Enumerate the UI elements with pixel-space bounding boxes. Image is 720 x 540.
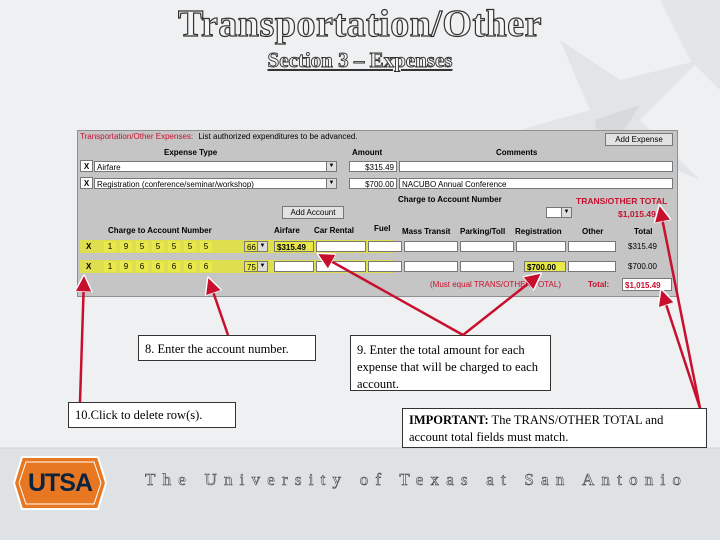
important-label: IMPORTANT: <box>409 413 489 427</box>
chevron-down-icon[interactable]: ▼ <box>257 242 267 251</box>
utsa-logo-text: UTSA <box>27 469 93 497</box>
expense-amount-field[interactable]: $700.00 <box>349 178 397 189</box>
grand-total-field: $1,015.49 <box>622 278 672 291</box>
col-account-number: Charge to Account Number <box>108 226 212 235</box>
account-suffix-value: 66 <box>247 243 256 252</box>
delete-row-button[interactable]: X <box>80 160 93 172</box>
utsa-logo <box>12 452 108 514</box>
callout-step-8: 8. Enter the account number. <box>138 335 316 361</box>
account-digit-field[interactable]: 5 <box>168 241 180 252</box>
chevron-down-icon[interactable]: ▼ <box>257 262 267 271</box>
col-other: Other <box>582 227 604 236</box>
section-label: Transportation/Other Expenses: <box>80 132 194 141</box>
col-expense-type: Expense Type <box>164 148 218 157</box>
trans-other-total-label: TRANS/OTHER TOTAL <box>576 196 668 206</box>
col-car-rental: Car Rental <box>314 226 355 235</box>
col-registration: Registration <box>515 227 562 236</box>
chevron-down-icon[interactable]: ▼ <box>326 162 336 171</box>
account-digit-field[interactable]: 6 <box>200 261 212 272</box>
account-digit-field[interactable]: 6 <box>136 261 148 272</box>
col-airfare: Airfare <box>274 226 300 235</box>
slide-title: Transportation/Other <box>178 3 542 45</box>
col-comments: Comments <box>496 148 538 157</box>
account-digit-field[interactable]: 1 <box>104 261 116 272</box>
expense-amount-field[interactable]: $315.49 <box>349 161 397 172</box>
account-digit-field[interactable]: 5 <box>200 241 212 252</box>
account-digit-field[interactable]: 5 <box>184 241 196 252</box>
chevron-down-icon[interactable]: ▼ <box>561 208 571 217</box>
callout-step-10: 10.Click to delete row(s). <box>68 402 236 428</box>
callout-step-9: 9. Enter the total amount for each expense that will be charged to each account. <box>350 335 551 391</box>
row-total-value: $315.49 <box>628 242 657 251</box>
account-suffix-value: 75 <box>247 263 256 272</box>
add-expense-button[interactable]: Add Expense <box>605 133 673 146</box>
account-digit-field[interactable]: 9 <box>120 241 132 252</box>
total-label: Total: <box>588 280 610 289</box>
airfare-amount-field[interactable]: $315.49 <box>274 241 314 252</box>
section-description: List authorized expenditures to be advanced. <box>198 132 358 141</box>
expense-comment-field[interactable]: NACUBO Annual Conference <box>399 178 673 189</box>
important-text: The TRANS/OTHER TOTAL and account total fields must match. <box>409 413 664 444</box>
add-account-button[interactable]: Add Account <box>282 206 344 219</box>
expense-type-value: Airfare <box>97 163 121 172</box>
university-name: The University of Texas at San Antonio <box>145 470 689 489</box>
registration-field[interactable]: $700.00 <box>524 261 566 272</box>
col-mass-transit: Mass Transit <box>402 227 451 236</box>
delete-row-button[interactable]: X <box>86 242 92 251</box>
account-digit-field[interactable]: 5 <box>136 241 148 252</box>
chevron-down-icon[interactable]: ▼ <box>326 179 336 188</box>
account-digit-field[interactable]: 9 <box>120 261 132 272</box>
account-digit-field[interactable]: 1 <box>104 241 116 252</box>
slide-subtitle: Section 3 – Expenses <box>267 48 453 72</box>
account-digit-field[interactable]: 6 <box>152 261 164 272</box>
charge-to-account-header: Charge to Account Number <box>398 195 502 204</box>
col-amount: Amount <box>352 148 383 157</box>
col-parking-toll: Parking/Toll <box>460 227 506 236</box>
must-equal-note-text: (Must equal TRANS/OTHER TOTAL) <box>430 280 561 289</box>
delete-row-button[interactable]: X <box>86 262 92 271</box>
trans-other-total-value: $1,015.49 <box>618 209 656 219</box>
delete-row-button[interactable]: X <box>80 177 93 189</box>
col-total: Total <box>634 227 653 236</box>
account-digit-field[interactable]: 5 <box>152 241 164 252</box>
expense-type-value: Registration (conference/seminar/workshop) <box>97 180 254 189</box>
col-fuel: Fuel <box>374 224 391 233</box>
account-digit-field[interactable]: 6 <box>168 261 180 272</box>
row-total-value: $700.00 <box>628 262 657 271</box>
account-digit-field[interactable]: 6 <box>184 261 196 272</box>
